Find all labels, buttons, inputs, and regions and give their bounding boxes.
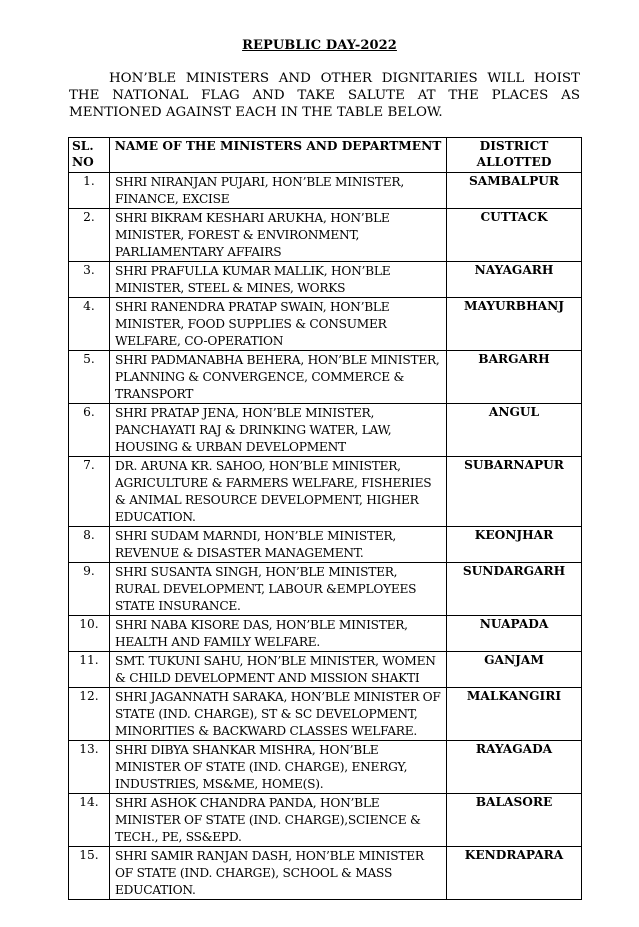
table-row (69, 209, 582, 262)
row-district: MAYURBHANJ (447, 298, 582, 351)
row-minister-department: SHRI PADMANABHA BEHERA, HON’BLE MINISTER, PLANNING & CONVERGENCE, COMMERCE & TRANSPORT (110, 351, 447, 404)
row-district: BALASORE (447, 794, 582, 847)
row-minister-department: SHRI NIRANJAN PUJARI, HON’BLE MINISTER, FINANCE, EXCISE (110, 173, 447, 209)
row-minister-department: SHRI SUSANTA SINGH, HON’BLE MINISTER, RURAL DEVELOPMENT, LABOUR &EMPLOYEES STATE INSURANCE. (110, 563, 447, 616)
table-row (69, 298, 582, 351)
row-sl-number: 11. (69, 652, 110, 688)
row-district: NAYAGARH (447, 262, 582, 298)
row-district: RAYAGADA (447, 741, 582, 794)
row-district: GANJAM (447, 652, 582, 688)
row-minister-department: SHRI PRAFULLA KUMAR MALLIK, HON’BLE MINISTER, STEEL & MINES, WORKS (110, 262, 447, 298)
row-district: KENDRAPARA (447, 847, 582, 900)
row-sl-number: 14. (69, 794, 110, 847)
row-district: BARGARH (447, 351, 582, 404)
row-sl-number: 9. (69, 563, 110, 616)
row-district: SAMBALPUR (447, 173, 582, 209)
row-minister-department: SHRI SUDAM MARNDI, HON’BLE MINISTER, REVENUE & DISASTER MANAGEMENT. (110, 527, 447, 563)
row-sl-number: 1. (69, 173, 110, 209)
row-minister-department: SHRI NABA KISORE DAS, HON’BLE MINISTER, HEALTH AND FAMILY WELFARE. (110, 616, 447, 652)
ministers-table (68, 137, 582, 900)
row-sl-number: 8. (69, 527, 110, 563)
table-row (69, 262, 582, 298)
table-row (69, 741, 582, 794)
header-sl-line2: NO (72, 155, 94, 169)
table-row (69, 404, 582, 457)
row-sl-number: 4. (69, 298, 110, 351)
table-row (69, 173, 582, 209)
row-district: ANGUL (447, 404, 582, 457)
row-district: KEONJHAR (447, 527, 582, 563)
table-body (69, 173, 582, 900)
table-row (69, 688, 582, 741)
row-sl-number: 6. (69, 404, 110, 457)
table-row (69, 563, 582, 616)
row-district: NUAPADA (447, 616, 582, 652)
intro-paragraph: HON’BLE MINISTERS AND OTHER DIGNITARIES WILL HOIST THE NATIONAL FLAG AND TAKE SALUTE AT THE PLACES AS MENTIONED AGAINST EACH IN THE TABLE BELOW. (69, 71, 580, 120)
row-sl-number: 10. (69, 616, 110, 652)
table-row (69, 351, 582, 404)
row-district: CUTTACK (447, 209, 582, 262)
document-title: REPUBLIC DAY-2022 (242, 38, 397, 53)
header-district-line1: DISTRICT (479, 139, 549, 153)
row-sl-number: 15. (69, 847, 110, 900)
row-district: SUNDARGARH (447, 563, 582, 616)
row-sl-number: 2. (69, 209, 110, 262)
row-minister-department: SHRI ASHOK CHANDRA PANDA, HON’BLE MINISTER OF STATE (IND. CHARGE),SCIENCE & TECH., PE, SS&EPD. (110, 794, 447, 847)
row-minister-department: SHRI JAGANNATH SARAKA, HON’BLE MINISTER OF STATE (IND. CHARGE), ST & SC DEVELOPMENT, MINORITIES & BACKWARD CLASSES WELFARE. (110, 688, 447, 741)
header-name: NAME OF THE MINISTERS AND DEPARTMENT (110, 138, 447, 173)
row-minister-department: SHRI DIBYA SHANKAR MISHRA, HON’BLE MINISTER OF STATE (IND. CHARGE), ENERGY, INDUSTRIES, MS&ME, HOME(S). (110, 741, 447, 794)
table-row (69, 652, 582, 688)
row-sl-number: 3. (69, 262, 110, 298)
row-sl-number: 7. (69, 457, 110, 527)
row-minister-department: SHRI PRATAP JENA, HON’BLE MINISTER, PANCHAYATI RAJ & DRINKING WATER, LAW, HOUSING & URBAN DEVELOPMENT (110, 404, 447, 457)
header-district-line2: ALLOTTED (476, 155, 552, 169)
row-minister-department: DR. ARUNA KR. SAHOO, HON’BLE MINISTER, AGRICULTURE & FARMERS WELFARE, FISHERIES & ANIMAL RESOURCE DEVELOPMENT, HIGHER EDUCATION. (110, 457, 447, 527)
row-minister-department: SHRI BIKRAM KESHARI ARUKHA, HON’BLE MINISTER, FOREST & ENVIRONMENT, PARLIAMENTARY AFFAIRS (110, 209, 447, 262)
row-district: SUBARNAPUR (447, 457, 582, 527)
row-minister-department: SHRI RANENDRA PRATAP SWAIN, HON’BLE MINISTER, FOOD SUPPLIES & CONSUMER WELFARE, CO-OPERATION (110, 298, 447, 351)
row-sl-number: 5. (69, 351, 110, 404)
row-sl-number: 13. (69, 741, 110, 794)
table-row (69, 794, 582, 847)
table-row (69, 527, 582, 563)
header-sl-no (69, 138, 110, 173)
row-sl-number: 12. (69, 688, 110, 741)
row-district: MALKANGIRI (447, 688, 582, 741)
row-minister-department: SMT. TUKUNI SAHU, HON’BLE MINISTER, WOMEN & CHILD DEVELOPMENT AND MISSION SHAKTI (110, 652, 447, 688)
table-header-row (69, 138, 582, 173)
table-row (69, 616, 582, 652)
header-district (447, 138, 582, 173)
row-minister-department: SHRI SAMIR RANJAN DASH, HON’BLE MINISTER OF STATE (IND. CHARGE), SCHOOL & MASS EDUCATION. (110, 847, 447, 900)
header-sl-line1: SL. (72, 139, 94, 153)
table-row (69, 847, 582, 900)
table-row (69, 457, 582, 527)
